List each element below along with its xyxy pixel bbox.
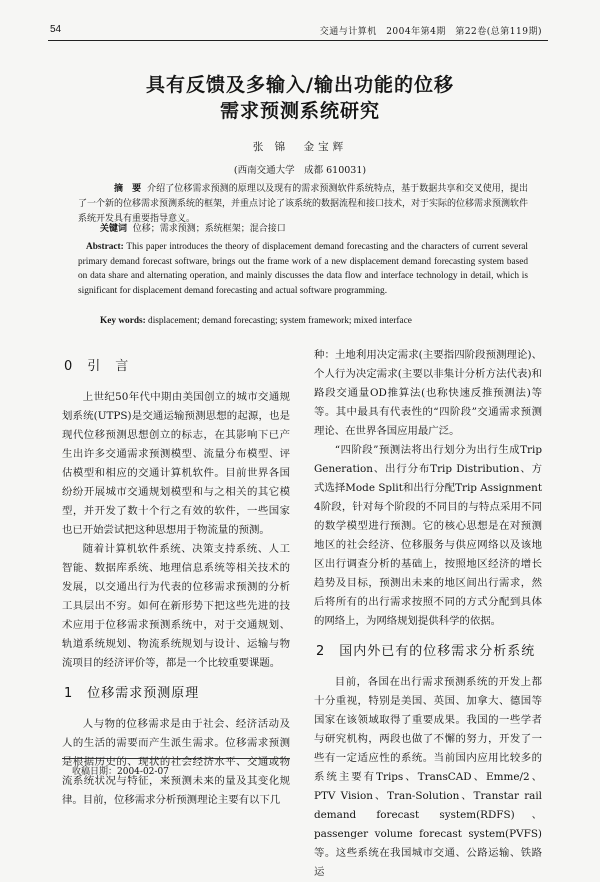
section-1-heading: 1 位移需求预测原理 — [64, 686, 200, 701]
paper-title-line2: 需求预测系统研究 — [219, 100, 380, 122]
received-date-footnote: 收稿日期：2004-02-07 — [62, 758, 290, 777]
abstract-en-label: Abstract: — [86, 242, 124, 252]
section-0-heading: 0 引 言 — [64, 359, 130, 374]
keywords-en-text: displacement; demand forecasting; system framework; mixed interface — [148, 316, 412, 326]
keywords-chinese — [100, 222, 550, 237]
abstract-cn-text: 介绍了位移需求预测的原理以及现有的需求预测软件系统特点，基于数据共享和交叉使用，提出了一个新的位移需求预测系统的框架，并重点讨论了该系统的数据流程和接口技术，对于实际的位移需求预测软件系统开发具有重要指导意义。 — [78, 184, 529, 224]
section-1-paragraph: 人与物的位移需求是由于社会、经济活动及人的生活的需要而产生派生需求。位移需求预测是根据历史的、现状的社会经济水平、交通或物流系统状况与特征，来预测未来的量及其变化规律。目前，位移需求分析预测理论主要有以下几 — [62, 718, 290, 806]
continued-paragraph: 种：土地利用决定需求(主要指四阶段预测理论)、个人行为决定需求(主要以非集计分析方法代表)和路段交通量OD推算法(也称快速反推预测法)等等。其中最具有代表性的“四阶段”交通需求预测理论、在世界各国应用最广泛。 — [314, 349, 542, 437]
abstract-english — [78, 240, 528, 298]
abstract-chinese — [78, 182, 528, 227]
keywords-cn-label: 关键词 — [100, 224, 128, 234]
affiliation: (西南交通大学 成都 610031) — [233, 165, 367, 176]
keywords-english — [100, 314, 550, 329]
abstract-cn-label: 摘 要 — [114, 184, 142, 194]
page-number: 54 — [50, 24, 62, 35]
left-column — [62, 346, 290, 810]
intro-paragraph-1: 上世纪50年代中期由美国创立的城市交通规划系统(UTPS)是交通运输预测思想的起源，也是现代位移预测思想创立的标志，在其影响下已产生出许多交通需求预测模型、流量分布模型、评估模型和相应的交通计算机软件。目前世界各国纷纷开展城市交通规划模型和与之相关的其它模型，并开发了数十个行之有效的软件，一些国家也已开始尝试把这种思想用于物流量的预测。 — [62, 391, 290, 536]
paper-title-line1: 具有反馈及多输入/输出功能的位移 — [146, 74, 454, 96]
right-column — [314, 346, 542, 882]
section-2-heading: 2 国内外已有的位移需求分析系统 — [316, 644, 536, 659]
journal-info: 交通与计算机 2004年第4期 第22卷(总第119期) — [319, 27, 542, 37]
four-stage-paragraph: “四阶段”预测法将出行划分为出行生成Trip Generation、出行分布Trip Distribution、方式选择Mode Split和出行分配Trip Assignment 4阶段，针对每个阶段的不同目的与特点采用不同的数学模型进行预测。它的核心思想是在对预测地区的社会经济、位移服务与供应网络以及该地区出行调查分析的基础上，按照地区经济的增长趋势及目标，预测出未来的地区间出行需求，然后将所有的出行需求按照不同的方式分配到具体的网络上，为网络规划提供科学的依据。 — [314, 444, 542, 627]
keywords-cn-text: 位移；需求预测；系统框架；混合接口 — [132, 224, 286, 234]
authors: 张 锦 金宝辉 — [252, 141, 348, 153]
section-2-paragraph: 目前，各国在出行需求预测系统的开发上都十分重视，特别是美国、英国、加拿大、德国等国家在该领域取得了重要成果。我国的一些学者与研究机构，两段也做了不懈的努力，开发了一些有一定适应性的系统。当前国内应用比较多的系统主要有Trips、TransCAD、Emme/2、PTV Vision、Tran-Solution、Transtar rail demand forecast system(RDFS)、passenger volume forecast system(PVFS)等。这些系统在我国城市交通、公路运输、铁路运 — [314, 676, 542, 878]
abstract-en-text: This paper introduces the theory of displacement demand forecasting and the characters of current several primary demand forecast software, brings out the frame work of a new displacement demand forecasting system based on data share and alternating operation, and mainly discusses the data flow and interface technology in detail, which is significant for displacement demand forecasting and actual software programming. — [78, 242, 529, 296]
running-header — [0, 18, 600, 40]
intro-paragraph-2: 随着计算机软件系统、决策支持系统、人工智能、数据库系统、地理信息系统等相关技术的发展，以交通出行为代表的位移需求预测的分析工具层出不穷。如何在新形势下把这些先进的技术应用于位移需求预测系统中，对于交通规划、轨道系统规划、物流系统规划与设计、运输与物流项目的经济评价等，都是一个比较重要课题。 — [62, 543, 290, 669]
keywords-en-label: Key words: — [100, 316, 146, 326]
header-rule — [48, 40, 548, 41]
